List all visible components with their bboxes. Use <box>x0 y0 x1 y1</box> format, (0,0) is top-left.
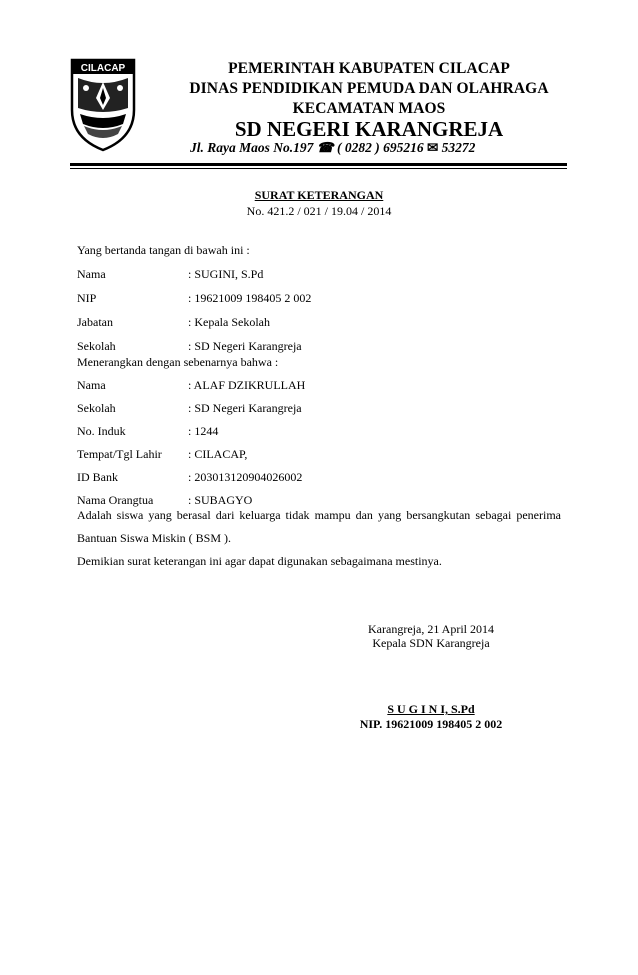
field-label: Nama <box>77 378 106 392</box>
field-label: Jabatan <box>77 315 113 329</box>
eligibility-paragraph-line1: Adalah siswa yang berasal dari keluarga tidak mampu dan yang bersangkutan sebagai penerima <box>77 508 561 522</box>
field-label: Tempat/Tgl Lahir <box>77 447 162 461</box>
field-label: Sekolah <box>77 339 116 353</box>
field-value: : SUGINI, S.Pd <box>188 267 264 281</box>
letterhead-district: KECAMATAN MAOS <box>292 100 446 117</box>
letterhead-government: PEMERINTAH KABUPATEN CILACAP <box>228 60 510 77</box>
field-value: : 203013120904026002 <box>188 470 303 484</box>
signature-place-date: Karangreja, 21 April 2014 <box>368 622 494 636</box>
field-label: ID Bank <box>77 470 118 484</box>
field-label: Sekolah <box>77 401 116 415</box>
field-value: : SD Negeri Karangreja <box>188 401 302 415</box>
letterhead-school-name: SD NEGERI KARANGREJA <box>234 117 504 141</box>
letterhead-address-line <box>190 140 475 156</box>
document-number: No. 421.2 / 021 / 19.04 / 2014 <box>246 204 392 218</box>
signer-nip: NIP. 19621009 198405 2 002 <box>359 717 503 731</box>
signature-position: Kepala SDN Karangreja <box>372 636 490 650</box>
signer-name: S U G I N I, S.Pd <box>387 702 475 716</box>
field-label: Nama <box>77 267 106 281</box>
intro-text: Yang bertanda tangan di bawah ini : <box>77 243 250 257</box>
phone-icon: ☎ <box>316 140 334 155</box>
field-value: : SUBAGYO <box>188 493 253 507</box>
field-value: : Kepala Sekolah <box>188 315 270 329</box>
field-value: : 19621009 198405 2 002 <box>188 291 312 305</box>
postal-code: 53272 <box>441 140 476 155</box>
closing-text: Demikian surat keterangan ini agar dapat digunakan sebagaimana mestinya. <box>77 554 442 568</box>
envelope-icon: ✉ <box>426 140 439 155</box>
statement-text: Menerangkan dengan sebenarnya bahwa : <box>77 355 279 369</box>
field-label: No. Induk <box>77 424 126 438</box>
letterhead-rule-thin <box>70 168 567 169</box>
letterhead-department: DINAS PENDIDIKAN PEMUDA DAN OLAHRAGA <box>189 80 549 97</box>
field-label: Nama Orangtua <box>77 493 154 507</box>
school-address: Jl. Raya Maos No.197 <box>190 140 314 155</box>
field-value: : SD Negeri Karangreja <box>188 339 302 353</box>
logo-label: CILACAP <box>80 63 126 74</box>
letterhead-rule-thick <box>70 163 567 166</box>
field-value: : 1244 <box>188 424 219 438</box>
eligibility-paragraph-line2: Bantuan Siswa Miskin ( BSM ). <box>77 531 232 545</box>
document-title: SURAT KETERANGAN <box>254 188 384 202</box>
school-phone: ( 0282 ) 695216 <box>336 140 424 155</box>
field-value: : CILACAP, <box>188 447 248 461</box>
field-value: : ALAF DZIKRULLAH <box>188 378 306 392</box>
field-label: NIP <box>77 291 97 305</box>
